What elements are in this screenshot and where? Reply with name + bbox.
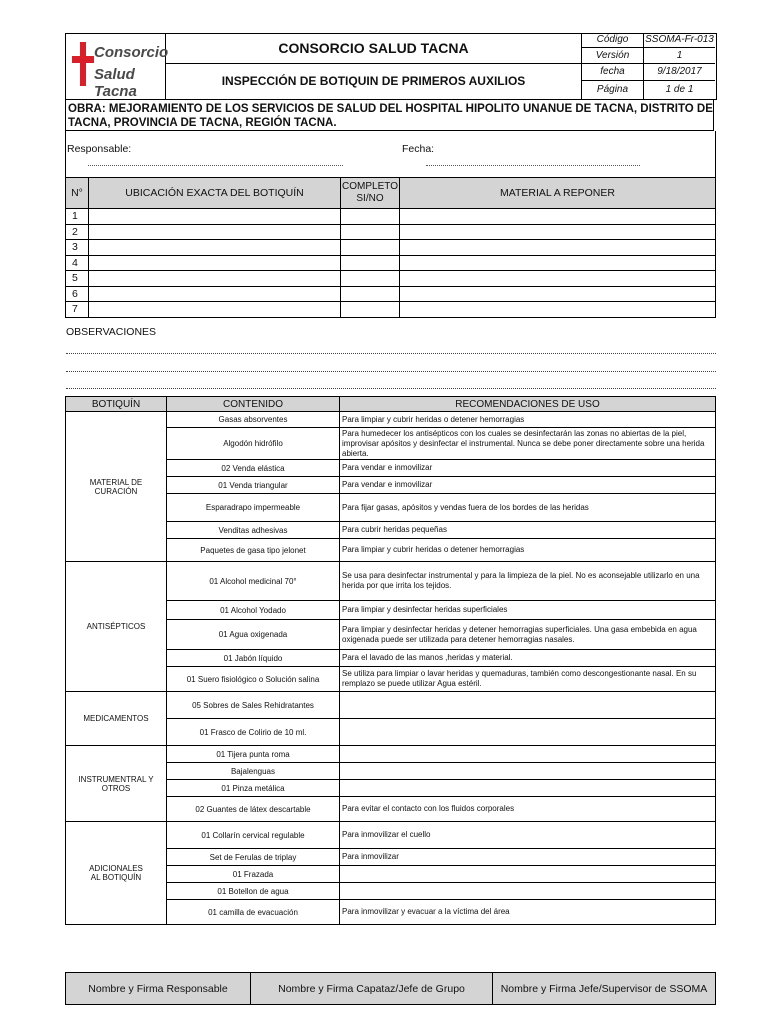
material-cell[interactable] [400, 209, 716, 225]
recommendation-cell: Para vendar e inmovilizar [340, 460, 716, 477]
ubicacion-cell[interactable] [89, 240, 341, 256]
content-cell: 01 camilla de evacuación [167, 900, 340, 925]
ubicacion-cell[interactable] [89, 224, 341, 240]
recommendation-cell [340, 883, 716, 900]
content-cell: 05 Sobres de Sales Rehidratantes [167, 692, 340, 719]
completo-cell[interactable] [341, 224, 400, 240]
meta-value-fecha: 9/18/2017 [657, 66, 702, 77]
row-number: 3 [66, 240, 89, 256]
content-cell: Venditas adhesivas [167, 522, 340, 539]
logo-text-line1: Consorcio [94, 44, 169, 61]
recommendation-cell [340, 719, 716, 746]
category-cell: ANTISÉPTICOS [66, 562, 167, 692]
content-cell: 01 Jabón líquido [167, 650, 340, 667]
col-header-contenido: CONTENIDO [167, 397, 340, 412]
table-row [66, 224, 716, 240]
recommendation-cell: Para humedecer los antisépticos con los cuales se desinfectarán las zonas no abiertas de la piel, improvisar apósitos y desinfectar el instrumental. Nunca se debe poner directamente sobre una herida abierta. [340, 428, 716, 460]
table-row [66, 209, 716, 225]
material-cell[interactable] [400, 286, 716, 302]
logo-text-line2: Salud Tacna [94, 66, 137, 100]
recommendation-cell: Para el lavado de las manos ,heridas y material. [340, 650, 716, 667]
content-cell: Bajalenguas [167, 763, 340, 780]
form-subtitle: INSPECCIÓN DE BOTIQUIN DE PRIMEROS AUXILIOS [221, 74, 526, 88]
table-row [66, 271, 716, 287]
recommendation-cell [340, 746, 716, 763]
table-row [66, 302, 716, 318]
inspection-table [65, 177, 716, 318]
recommendation-cell: Para inmovilizar el cuello [340, 822, 716, 849]
signature-responsable[interactable]: Nombre y Firma Responsable [66, 973, 251, 1005]
material-cell[interactable] [400, 255, 716, 271]
row-number: 1 [66, 209, 89, 225]
recommendation-cell: Para evitar el contacto con los fluidos corporales [340, 797, 716, 822]
material-cell[interactable] [400, 302, 716, 318]
observaciones-line-3[interactable] [66, 388, 716, 389]
recommendation-cell: Para limpiar y desinfectar heridas y detener hemorragias superficiales. Una gasa embebida en agua oxigenada puede ser utilizada para detener hemorragias nasales. [340, 620, 716, 650]
botiquin-table [65, 396, 716, 925]
completo-cell[interactable] [341, 286, 400, 302]
signature-supervisor[interactable]: Nombre y Firma Jefe/Supervisor de SSOMA [493, 973, 716, 1005]
content-cell: Paquetes de gasa tipo jelonet [167, 539, 340, 562]
form-header-grid [65, 33, 716, 99]
content-cell: 01 Pinza metálica [167, 780, 340, 797]
content-cell: Esparadrapo impermeable [167, 494, 340, 522]
obra-description: OBRA: MEJORAMIENTO DE LOS SERVICIOS DE SALUD DEL HOSPITAL HIPOLITO UNANUE DE TACNA, DISTRITO DE TACNA, PROVINCIA DE TACNA, REGIÓN TACNA. [65, 99, 714, 131]
col-header-material: MATERIAL A REPONER [400, 178, 716, 209]
table-row [66, 240, 716, 256]
completo-cell[interactable] [341, 255, 400, 271]
material-cell[interactable] [400, 224, 716, 240]
recommendation-cell: Para inmovilizar y evacuar a la víctima del área [340, 900, 716, 925]
meta-value-pagina: 1 de 1 [665, 84, 694, 95]
responsable-section [65, 131, 716, 177]
content-cell: 01 Collarín cervical regulable [167, 822, 340, 849]
recommendation-cell [340, 866, 716, 883]
row-number: 5 [66, 271, 89, 287]
content-cell: 01 Alcohol Yodado [167, 601, 340, 620]
content-cell: 01 Botellon de agua [167, 883, 340, 900]
col-header-ubicacion: UBICACIÓN EXACTA DEL BOTIQUÍN [89, 178, 341, 209]
logo-area [66, 34, 169, 100]
category-cell: INSTRUMENTRAL Y OTROS [66, 746, 167, 822]
fecha-field[interactable] [426, 165, 640, 166]
table-row [66, 255, 716, 271]
red-cross-icon [72, 42, 94, 86]
fecha-label: Fecha: [402, 143, 435, 155]
recommendation-cell: Para limpiar y cubrir heridas o detener hemorragias [340, 539, 716, 562]
table-row [66, 822, 716, 849]
completo-cell[interactable] [341, 302, 400, 318]
recommendation-cell: Para fijar gasas, apósitos y vendas fuera de los bordes de las heridas [340, 494, 716, 522]
row-number: 7 [66, 302, 89, 318]
row-number: 4 [66, 255, 89, 271]
content-cell: 01 Tijera punta roma [167, 746, 340, 763]
responsable-field[interactable] [88, 165, 343, 166]
recommendation-cell: Para limpiar y desinfectar heridas superficiales [340, 601, 716, 620]
meta-label-version: Versión [595, 50, 630, 61]
recommendation-cell: Para vendar e inmovilizar [340, 477, 716, 494]
ubicacion-cell[interactable] [89, 302, 341, 318]
content-cell: 01 Frazada [167, 866, 340, 883]
col-header-recomendaciones: RECOMENDACIONES DE USO [340, 397, 716, 412]
meta-label-pagina: Página [596, 84, 629, 95]
table-row [66, 412, 716, 428]
content-cell: Algodón hidrófilo [167, 428, 340, 460]
responsable-label: Responsable: [67, 143, 132, 155]
recommendation-cell: Se utiliza para limpiar o lavar heridas y quemaduras, también como descongestionante nasal. En su remplazo se puede utilizar Agua estéril. [340, 667, 716, 692]
recommendation-cell [340, 780, 716, 797]
meta-label-codigo: Código [596, 34, 629, 45]
meta-label-fecha: fecha [600, 66, 625, 77]
form-company-title: CONSORCIO SALUD TACNA [278, 40, 469, 56]
content-cell: 02 Venda elástica [167, 460, 340, 477]
material-cell[interactable] [400, 271, 716, 287]
content-cell: 01 Suero fisiológico o Solución salina [167, 667, 340, 692]
signature-capataz[interactable]: Nombre y Firma Capataz/Jefe de Grupo [251, 973, 493, 1005]
observaciones-line-1[interactable] [66, 353, 716, 354]
category-cell: ADICIONALES AL BOTIQUÍN [66, 822, 167, 925]
ubicacion-cell[interactable] [89, 255, 341, 271]
table-row [66, 692, 716, 719]
content-cell: Gasas absorventes [167, 412, 340, 428]
recommendation-cell: Para cubrir heridas pequeñas [340, 522, 716, 539]
recommendation-cell: Para limpiar y cubrir heridas o detener hemorragias [340, 412, 716, 428]
completo-cell[interactable] [341, 209, 400, 225]
content-cell: 02 Guantes de látex descartable [167, 797, 340, 822]
col-header-number: N° [66, 178, 89, 209]
row-number: 6 [66, 286, 89, 302]
col-header-botiquin: BOTIQUÍN [66, 397, 167, 412]
ubicacion-cell[interactable] [89, 271, 341, 287]
table-row [66, 562, 716, 601]
recommendation-cell: Para inmovilizar [340, 849, 716, 866]
table-row [66, 286, 716, 302]
recommendation-cell [340, 763, 716, 780]
meta-value-version: 1 [676, 50, 683, 61]
content-cell: 01 Frasco de Colirio de 10 ml. [167, 719, 340, 746]
completo-cell[interactable] [341, 240, 400, 256]
meta-value-codigo: SSOMA-Fr-013 [645, 34, 714, 45]
ubicacion-cell[interactable] [89, 286, 341, 302]
signature-row [65, 972, 716, 1005]
row-number: 2 [66, 224, 89, 240]
col-header-completo: COMPLETO SI/NO [341, 178, 400, 209]
category-cell: MEDICAMENTOS [66, 692, 167, 746]
content-cell: 01 Alcohol medicinal 70° [167, 562, 340, 601]
content-cell: 01 Agua oxigenada [167, 620, 340, 650]
table-row [66, 746, 716, 763]
observaciones-label: OBSERVACIONES [66, 326, 157, 338]
content-cell: 01 Venda triangular [167, 477, 340, 494]
material-cell[interactable] [400, 240, 716, 256]
recommendation-cell [340, 692, 716, 719]
ubicacion-cell[interactable] [89, 209, 341, 225]
content-cell: Set de Ferulas de triplay [167, 849, 340, 866]
completo-cell[interactable] [341, 271, 400, 287]
observaciones-line-2[interactable] [66, 371, 716, 372]
recommendation-cell: Se usa para desinfectar instrumental y para la limpieza de la piel. No es aconsejable utilizarlo en una herida por que irrita los tejidos. [340, 562, 716, 601]
category-cell: MATERIAL DE CURACIÓN [66, 412, 167, 562]
